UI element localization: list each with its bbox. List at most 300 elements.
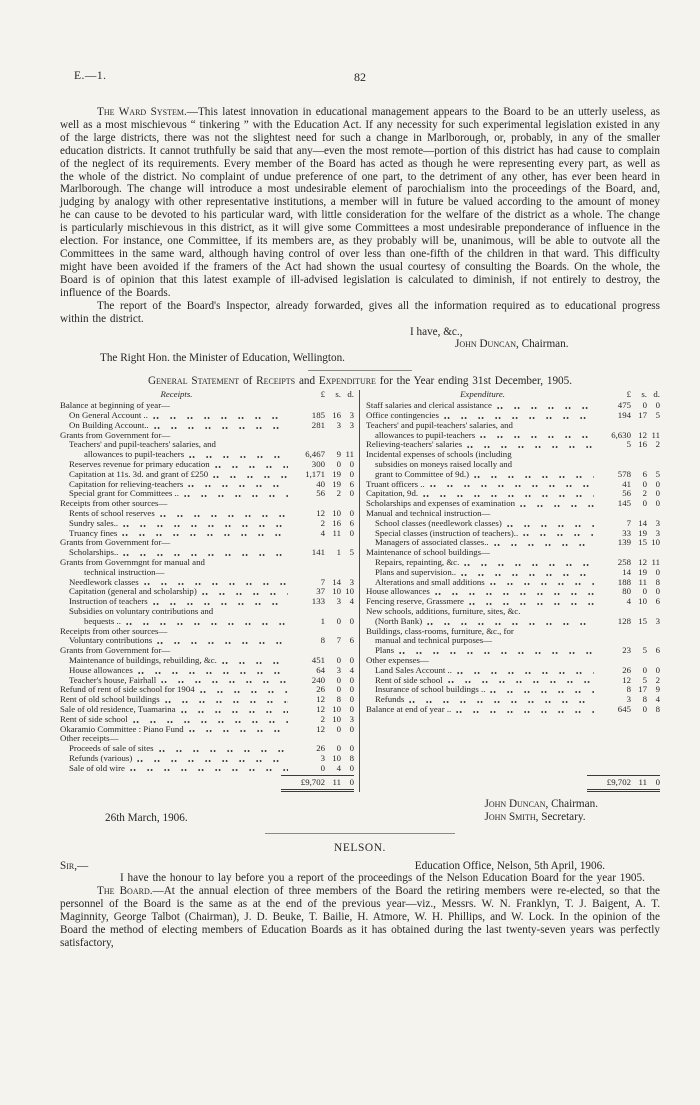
amount: 4 (655, 694, 660, 705)
dot-leader (455, 666, 596, 676)
row-label: Grants from Government for— (60, 429, 171, 440)
amount: 8 (626, 684, 631, 695)
pounds-column-header: £ (320, 389, 325, 400)
dot-leader (121, 548, 290, 558)
row-label: Rent of old school buildings (60, 694, 160, 705)
total-pounds: £9,702 (606, 776, 631, 787)
divider-rule (308, 370, 412, 371)
dot-leader (478, 431, 596, 441)
amount: 33 (622, 527, 631, 538)
amount: 15 (638, 615, 647, 626)
dot-leader (120, 529, 290, 539)
total-pence: 0 (349, 776, 354, 787)
amount: 6 (349, 478, 354, 489)
table-row (366, 685, 660, 695)
table-row (366, 695, 660, 705)
amount: 0 (349, 694, 354, 705)
dot-leader (136, 666, 290, 676)
amount: 8 (336, 694, 341, 705)
row-label: New schools, additions, furniture, sites, &c. (366, 605, 521, 616)
row-label: Teachers' and pupil-teachers' salaries, and (69, 439, 216, 450)
row-label: Capitation for relieving-teachers (69, 478, 184, 489)
amount: 133 (311, 596, 325, 607)
amount: 5 (642, 645, 647, 656)
amount: 0 (349, 684, 354, 695)
amount: 64 (316, 664, 325, 675)
dot-leader (467, 597, 596, 607)
table-row (60, 764, 354, 774)
page-number: 82 (354, 70, 366, 84)
row-label: Relieving-teachers' salaries (366, 439, 463, 450)
total-pounds: £9,702 (300, 776, 325, 787)
amount: 16 (332, 517, 341, 528)
dot-leader (407, 695, 596, 705)
total-pence: 0 (655, 776, 660, 787)
row-label: Land Sales Account .. (375, 664, 452, 675)
text-segment: General Statement (147, 375, 240, 388)
dot-leader (131, 715, 290, 725)
amount: 10 (332, 752, 341, 763)
amount: 0 (336, 723, 341, 734)
amount: 0 (349, 488, 354, 499)
amount: 19 (332, 478, 341, 489)
amount: 0 (349, 703, 354, 714)
row-label: Okaramio Committee : Piano Fund (60, 723, 184, 734)
row-label: Capitation, 9d. (366, 488, 419, 499)
row-label: Staff salaries and clerical assistance (366, 400, 492, 411)
amount: 1,171 (305, 468, 325, 479)
row-label: On Building Account.. (69, 419, 149, 430)
minister-address-line: The Right Hon. the Minister of Education, Wellington. (100, 352, 345, 365)
chairman-signature (484, 798, 598, 811)
row-label: Refunds (375, 694, 405, 705)
dot-leader (179, 705, 290, 715)
row-label: Balance at end of year .. (366, 703, 452, 714)
text-segment: —This latest innovation in educational management appears to the Board to be an utterly useless, as well as a most mischievous “ tinkering ” with the Education Act. If any necessity for such experimental legislation existed in any of the large districts, there was not the slightest need for such a change in Marlborough, or, probably, in any of the smaller education districts. It cannot truthfully be said that any—even the most remote—portion of this district has had cause to complain of the neglect of its requirements. Every member of the Board has acted as though he were representing every part, as well as the whole of the district. No complaint of undue preference of one part, to the detriment of any other, has ever been heard in Marlborough. The change will introduce a most undesirable element of parochialism into the proceedings of the Board, and, judging by analogy with other representative institutions, a member will in future be valued according to the amount of money he can cause to be devoted to his particular ward, with little consideration for the welfare of the district as a whole. The change is particularly mischievous in this district, as it will give some Committees a most undesirable preponderance of influence in the election. For instance, one Committee, if its members are, as they probably will be, unanimous, will be able to outvote all the Committees in the same ward, although having control of over less than one-fifth of the children in that ward. This difficulty might have been avoided if the framers of the Act had shown the usual courtesy of consulting the Boards. On the whole, the Board is of opinion that this latest example of ill-advised legislation is calculated to diminish, if not entirely to destroy, the influence of the Boards. (60, 106, 660, 299)
amount: 0 (642, 498, 647, 509)
amount: 0 (642, 400, 647, 411)
dot-leader (158, 509, 290, 519)
amount: 15 (638, 537, 647, 548)
amount: 0 (349, 468, 354, 479)
closing-block (60, 798, 660, 824)
amount: 12 (638, 556, 647, 567)
dot-leader (211, 470, 290, 480)
amount: 0 (642, 703, 647, 714)
row-label: Receipts from other sources— (60, 625, 168, 636)
nelson-heading: NELSON. (334, 842, 386, 855)
row-label: Teacher's house, Fairhall (69, 674, 157, 685)
dot-leader (446, 676, 596, 686)
amount: 9 (336, 449, 341, 460)
amount: 10 (332, 586, 341, 597)
row-label: Sale of old residence, Tuamarina (60, 703, 176, 714)
amount: 2 (320, 517, 325, 528)
row-label: Balance at beginning of year— (60, 400, 170, 411)
dot-leader (472, 470, 596, 480)
row-label: Scholarships and expenses of examination (366, 498, 516, 509)
row-label: Sale of old wire (69, 762, 125, 773)
amount: 0 (655, 478, 660, 489)
text-segment: of (239, 375, 257, 388)
amount: 0 (349, 527, 354, 538)
row-label: allowances to pupil-teachers (84, 449, 185, 460)
amount: 11 (638, 576, 647, 587)
amount: 56 (316, 488, 325, 499)
row-label: Subsidies on voluntary contributions and (69, 605, 214, 616)
dot-leader (421, 489, 596, 499)
row-label: (North Bank) (375, 615, 423, 626)
row-label: Insurance of school buildings .. (375, 684, 486, 695)
text-segment: , Chairman. (516, 338, 569, 351)
amount: 645 (617, 703, 631, 714)
closing-signatures (484, 798, 598, 824)
amount: 7 (320, 576, 325, 587)
row-label: Special classes (instruction of teachers).. (375, 527, 519, 538)
amount: 141 (311, 547, 325, 558)
dot-leader (459, 568, 596, 578)
dot-leader (121, 519, 290, 529)
row-label: Special grant for Committees .. (69, 488, 179, 499)
amount: 41 (622, 478, 631, 489)
text-segment: John Duncan (455, 338, 517, 351)
amount: 17 (638, 684, 647, 695)
row-label: Rent of side school (375, 674, 443, 685)
dot-leader (151, 597, 290, 607)
amount: 11 (345, 449, 354, 460)
dot-leader (488, 685, 596, 695)
amount: 6 (655, 645, 660, 656)
amount: 12 (316, 507, 325, 518)
text-segment: , Chairman. (545, 798, 598, 811)
amount: 10 (332, 713, 341, 724)
amount: 6 (642, 468, 647, 479)
row-label: Plans (375, 645, 395, 656)
expenditure-column (360, 390, 660, 792)
amount: 14 (638, 517, 647, 528)
receipts-total-row (60, 775, 354, 792)
amount: 3 (349, 576, 354, 587)
dot-leader (220, 656, 290, 666)
amount: 2 (655, 439, 660, 450)
amount: 0 (336, 674, 341, 685)
amount: 0 (320, 762, 325, 773)
text-segment: —At the annual election of three members of the Board the retiring members were re-elected, so that the (152, 885, 660, 898)
row-label: School classes (needlework classes) (375, 517, 502, 528)
row-label: allowances to pupil-teachers (375, 429, 476, 440)
expenditure-rows (366, 401, 660, 715)
row-label: Proceeds of sale of sites (69, 743, 154, 754)
amount: 19 (332, 468, 341, 479)
section-divider-rule (265, 833, 455, 834)
amount: 0 (349, 458, 354, 469)
amount: 475 (617, 400, 631, 411)
amount: 6 (349, 635, 354, 646)
amount: 7 (626, 517, 631, 528)
expenditure-heading: Expenditure. (460, 389, 505, 400)
row-label: Maintenance of buildings, rebuilding, &c. (69, 654, 217, 665)
amount: 19 (638, 527, 647, 538)
row-label: Incidental expenses of schools (including (366, 449, 512, 460)
amount: 3 (336, 664, 341, 675)
table-row (366, 705, 660, 715)
dot-leader (155, 636, 290, 646)
amount: 8 (349, 752, 354, 763)
amount: 3 (655, 615, 660, 626)
amount: 2 (655, 674, 660, 685)
receipts-total (281, 775, 354, 792)
row-label: Managers of associated classes.. (375, 537, 489, 548)
row-label: Sundry sales.. (69, 517, 119, 528)
amount: 6 (655, 596, 660, 607)
row-label: Other expenses— (366, 654, 429, 665)
dot-leader (157, 744, 290, 754)
row-label: bequests .. (84, 615, 121, 626)
amount: 26 (316, 743, 325, 754)
inspector-report-paragraph: The report of the Board's Inspector, already forwarded, gives all the information required as to educational progress within the district. (60, 299, 660, 325)
amount: 11 (651, 556, 660, 567)
amount: 12 (316, 694, 325, 705)
amount: 185 (311, 410, 325, 420)
amount: 3 (336, 596, 341, 607)
amount: 19 (638, 566, 647, 577)
valediction: I have, &c., (410, 326, 463, 339)
row-label: House allowances (69, 664, 133, 675)
dot-leader (518, 499, 596, 509)
amount: 6 (349, 517, 354, 528)
amount: 3 (320, 752, 325, 763)
text-segment: Expenditure (318, 375, 376, 388)
receipts-rows (60, 401, 354, 773)
amount: 12 (622, 674, 631, 685)
document-reference: E.—1. (74, 70, 107, 82)
amount: 16 (638, 439, 647, 450)
row-label: Capitation (general and scholarship) (69, 586, 197, 597)
salutation: Sir,— (60, 860, 89, 873)
amount: 0 (655, 498, 660, 509)
amount: 3 (655, 527, 660, 538)
dot-leader (495, 401, 596, 411)
amount: 0 (655, 488, 660, 499)
total-shillings: 11 (332, 776, 341, 787)
expenditure-total-row (366, 775, 660, 792)
amount: 0 (655, 400, 660, 411)
amount: 10 (332, 507, 341, 518)
row-label: Other receipts— (60, 733, 119, 744)
amount: 1 (320, 615, 325, 626)
row-label: Manual and technical instruction— (366, 507, 491, 518)
row-label: Voluntary contributions (69, 635, 153, 646)
amount: 56 (622, 488, 631, 499)
amount: 0 (655, 586, 660, 597)
row-label: Capitation at 11s. 3d. and grant of £250 (69, 468, 209, 479)
dot-leader (213, 460, 290, 470)
amount: 0 (642, 478, 647, 489)
amount: 0 (336, 684, 341, 695)
dot-leader (152, 421, 290, 431)
dot-leader (521, 529, 596, 539)
row-label: Office contingencies (366, 410, 439, 420)
amount: 258 (617, 556, 631, 567)
dot-leader (465, 440, 596, 450)
row-label: On General Account .. (69, 410, 148, 420)
row-label: Grants from Government for— (60, 537, 171, 548)
amount: 14 (622, 566, 631, 577)
amount: 300 (311, 458, 325, 469)
dot-leader (462, 558, 596, 568)
dot-leader (128, 764, 290, 774)
amount: 4 (336, 762, 341, 773)
dot-leader (200, 587, 290, 597)
amount: 3 (349, 713, 354, 724)
text-segment: of the Board is the same as at the end of the previous year—viz., Messrs. W. N. Franklyn, T. J. Baigent, A. T. Maginnity, George Talbot (Chairman), J. D. Beuke, T. Bailie, H. Atmore, W. H. Phillips, and W. Lock. In the opinion of the Board the method of electing members of Education Boards as it has obtained during the last twenty-seven years was perfectly satisfactory, (60, 898, 660, 949)
pence-column-header: d. (653, 389, 660, 400)
amount: 451 (311, 654, 325, 665)
amount: 23 (622, 645, 631, 656)
row-label: Refund of rent of side school for 1904 (60, 684, 195, 695)
salutation-row (60, 860, 660, 872)
text-segment: and (295, 375, 319, 388)
amount: 5 (349, 547, 354, 558)
office-date-line: Education Office, Nelson, 5th April, 1906. (414, 860, 605, 873)
amount: 17 (638, 410, 647, 420)
dot-leader (124, 617, 290, 627)
amount: 188 (617, 576, 631, 587)
row-label: Reserves revenue for primary education (69, 458, 210, 469)
amount: 10 (345, 586, 354, 597)
dot-leader (198, 685, 290, 695)
row-label: Repairs, repainting, &c. (375, 556, 460, 567)
amount: 6,467 (305, 449, 325, 460)
amount: 5 (626, 439, 631, 450)
amount: 0 (349, 743, 354, 754)
closing-date: 26th March, 1906. (105, 812, 188, 825)
amount: 2 (642, 488, 647, 499)
chairman-signature (455, 338, 660, 350)
dot-leader (442, 411, 596, 421)
total-shillings: 11 (638, 776, 647, 787)
pence-column-header: d. (347, 389, 354, 400)
dot-leader (433, 587, 596, 597)
row-label: grant to Committee of 9d.) (375, 468, 470, 479)
page-header (60, 70, 660, 86)
row-label: House allowances (366, 586, 430, 597)
row-label: Grants from Government for— (60, 645, 171, 656)
amount: 5 (655, 468, 660, 479)
amount: 40 (316, 478, 325, 489)
ward-system-paragraph (60, 106, 660, 300)
amount: 10 (651, 537, 660, 548)
row-label: Rents of school reserves (69, 507, 155, 518)
amount: 8 (642, 694, 647, 705)
row-label: Teachers' and pupil-teachers' salaries, and (366, 419, 513, 430)
amount: 2 (320, 713, 325, 724)
shillings-column-header: s. (335, 389, 341, 400)
amount: 3 (349, 419, 354, 430)
amount: 10 (638, 596, 647, 607)
amount: 0 (349, 615, 354, 626)
amount: 128 (617, 615, 631, 626)
row-label: Receipts from other sources— (60, 498, 168, 509)
amount: 8 (655, 703, 660, 714)
amount: 8 (655, 576, 660, 587)
amount: 4 (626, 596, 631, 607)
dot-leader (488, 578, 596, 588)
dot-leader (505, 519, 596, 529)
dot-leader (187, 725, 290, 735)
amount: 4 (320, 527, 325, 538)
table-row (366, 636, 660, 646)
row-label: Buildings, class-rooms, furniture, &c., for (366, 625, 514, 636)
row-label: subsidies on moneys raised locally and (375, 458, 513, 469)
dot-leader (397, 646, 596, 656)
dot-leader (186, 480, 290, 490)
row-label: Truancy fines (69, 527, 118, 538)
row-label: manual and technical purposes— (375, 635, 493, 646)
text-segment: The Ward System. (97, 106, 187, 118)
amount: 240 (311, 674, 325, 685)
amount: 8 (320, 635, 325, 646)
dot-leader (159, 676, 290, 686)
amount: 5 (642, 674, 647, 685)
amount: 145 (617, 498, 631, 509)
amount: 139 (617, 537, 631, 548)
amount: 80 (622, 586, 631, 597)
text-segment: The Board. (97, 885, 153, 898)
amount: 0 (642, 586, 647, 597)
row-label: Alterations and small additions (375, 576, 485, 587)
text-segment: , Secretary. (535, 811, 586, 824)
amount: 2 (336, 488, 341, 499)
dot-leader (454, 705, 596, 715)
dot-leader (187, 450, 290, 460)
amount: 4 (349, 664, 354, 675)
row-label: Grants from Governmgnt for manual and (60, 556, 205, 567)
dot-leader (425, 617, 596, 627)
amount: 14 (332, 576, 341, 587)
text-segment: personnel (60, 898, 104, 911)
amount: 0 (336, 615, 341, 626)
amount: 12 (316, 703, 325, 714)
amount: 0 (349, 723, 354, 734)
dot-leader (428, 480, 596, 490)
text-segment: John Duncan (484, 798, 546, 811)
amount: 4 (349, 596, 354, 607)
amount: 578 (617, 468, 631, 479)
row-label: Instruction of teachers (69, 596, 148, 607)
expenditure-column-header (366, 390, 660, 400)
amount: 11 (651, 429, 660, 440)
amount: 0 (336, 654, 341, 665)
amount: 26 (622, 664, 631, 675)
shillings-column-header: s. (641, 389, 647, 400)
amount: 3 (349, 410, 354, 420)
amount: 7 (336, 635, 341, 646)
row-label: technical instruction— (84, 566, 165, 577)
amount: 0 (349, 762, 354, 773)
row-label: Plans and supervision.. (375, 566, 457, 577)
amount: 37 (316, 586, 325, 597)
expenditure-total (587, 775, 660, 792)
row-label: Truant officers .. (366, 478, 425, 489)
amount: 0 (336, 743, 341, 754)
board-paragraph (60, 885, 660, 950)
secretary-signature (484, 811, 598, 824)
amount: 16 (332, 410, 341, 420)
amount: 0 (349, 654, 354, 665)
statement-title (60, 375, 660, 387)
amount: 3 (626, 694, 631, 705)
